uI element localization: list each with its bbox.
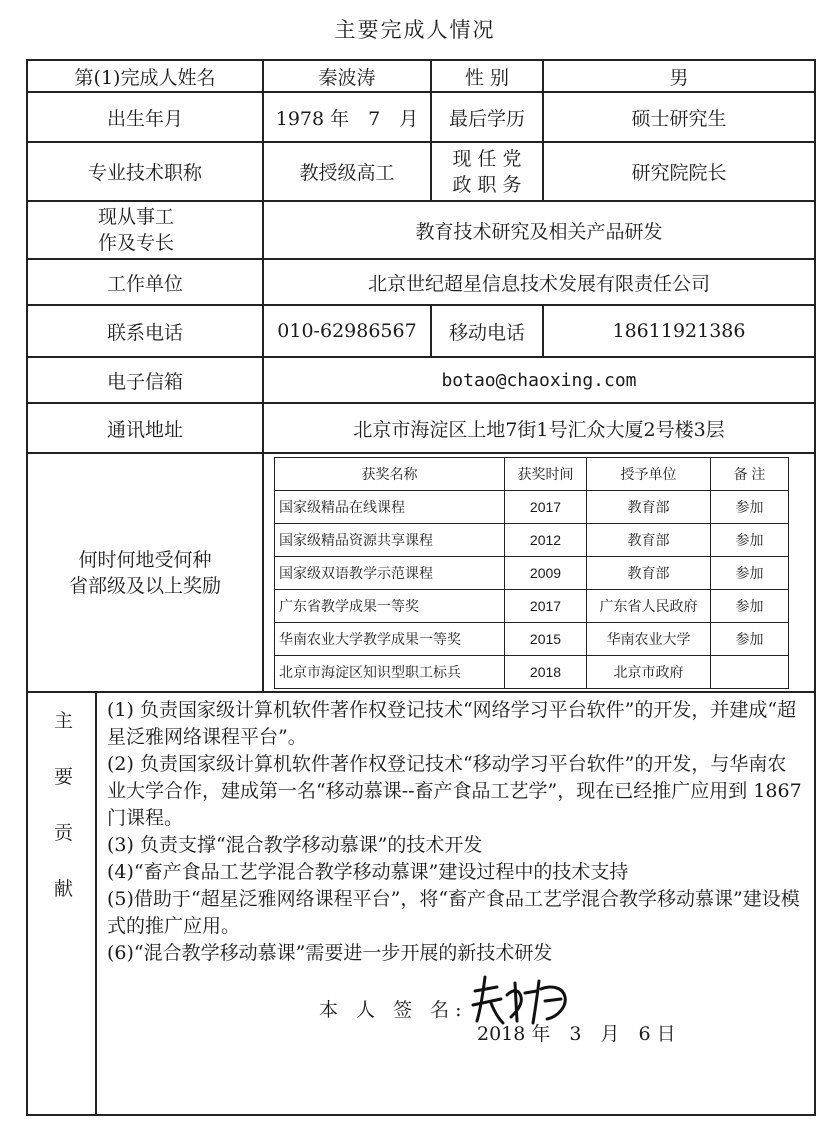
contributions-body: [96, 693, 810, 1114]
unit-label: 工作单位: [27, 259, 263, 305]
work-label: [27, 201, 263, 259]
edu-value: 硕士研究生: [543, 92, 815, 142]
birth-value: 1978 年 7 月: [263, 92, 431, 142]
award-year: 2015: [505, 622, 587, 655]
name-label: 第(1)完成人姓名: [27, 60, 263, 92]
contributions-label-char: 主: [53, 710, 73, 732]
contribution-item: (2) 负责国家级计算机软件著作权登记技术“移动学习平台软件”的开发，与华南农业大学合作，建成第一名“移动慕课--畜产食品工艺学”，现在已经推广应用到 1867 门课程。: [107, 753, 802, 829]
name-value: 秦波涛: [263, 60, 431, 92]
contribution-item: (5)借助于“超星泛雅网络课程平台”，将“畜产食品工艺学混合教学移动慕课”建设模式的推广应用。: [107, 888, 800, 937]
awards-cell: [263, 453, 815, 692]
table-row: [275, 556, 789, 589]
table-row: [275, 622, 789, 655]
award-year: 2018: [505, 655, 587, 688]
awards-header-org: 授予单位: [587, 457, 711, 490]
award-org: 教育部: [587, 523, 711, 556]
title-value: 教授级高工: [263, 142, 431, 201]
signature-label: 本 人 签 名:: [319, 999, 468, 1021]
contribution-item: (4)“畜产食品工艺学混合教学移动慕课”建设过程中的技术支持: [107, 861, 629, 883]
table-row: [275, 490, 789, 523]
awards-label-line2: 省部级及以上奖励: [68, 574, 221, 597]
contribution-item: (1) 负责国家级计算机软件著作权登记技术“网络学习平台软件”的开发，并建成“超星泛雅网络课程平台”。: [107, 699, 797, 748]
award-org: 教育部: [587, 556, 711, 589]
mobile-value: 18611921386: [543, 305, 815, 357]
work-value: 教育技术研究及相关产品研发: [263, 201, 815, 259]
contributions-label-char: 贡: [53, 822, 73, 844]
post-label-line1: 现 任 党: [452, 147, 522, 170]
work-label-line1: 现从事工: [98, 206, 175, 228]
birth-label: 出生年月: [27, 92, 263, 142]
mobile-label: 移动电话: [431, 305, 543, 357]
title-label: 专业技术职称: [27, 142, 263, 201]
awards-header-year: 获奖时间: [505, 457, 587, 490]
phone-value: 010-62986567: [263, 305, 431, 357]
award-note: 参加: [711, 523, 789, 556]
award-name: 国家级双语教学示范课程: [275, 556, 505, 589]
table-row: [275, 523, 789, 556]
award-org: 华南农业大学: [587, 622, 711, 655]
award-year: 2017: [505, 589, 587, 622]
page-title: 主要完成人情况: [334, 18, 496, 42]
award-note: 参加: [711, 490, 789, 523]
award-org: 广东省人民政府: [587, 589, 711, 622]
contribution-item: (6)“混合教学移动慕课”需要进一步开展的新技术研发: [107, 942, 553, 964]
post-value: 研究院院长: [543, 142, 815, 201]
gender-label: 性 别: [431, 60, 543, 92]
award-note: 参加: [711, 622, 789, 655]
awards-header-name: 获奖名称: [275, 457, 505, 490]
award-note: [711, 655, 789, 688]
awards-label: [27, 453, 263, 692]
award-org: 北京市政府: [587, 655, 711, 688]
contributions-label-char: 要: [53, 766, 73, 788]
unit-value: 北京世纪超星信息技术发展有限责任公司: [263, 259, 815, 305]
email-value: botao@chaoxing.com: [263, 357, 815, 403]
awards-label-line1: 何时何地受何种: [78, 548, 212, 571]
post-label-line2: 政 职 务: [452, 173, 522, 196]
edu-label: 最后学历: [431, 92, 543, 142]
award-name: 国家级精品资源共享课程: [275, 523, 505, 556]
info-table: [26, 59, 816, 1116]
awards-header-note: 备 注: [711, 457, 789, 490]
signature-block: [107, 967, 804, 1077]
award-note: 参加: [711, 556, 789, 589]
award-year: 2009: [505, 556, 587, 589]
award-year: 2012: [505, 523, 587, 556]
email-label: 电子信箱: [27, 357, 263, 403]
contributions-label: [32, 693, 96, 1114]
award-org: 教育部: [587, 490, 711, 523]
contributions-row: [27, 692, 815, 1115]
award-name: 广东省教学成果一等奖: [275, 589, 505, 622]
contributions-label-char: 献: [53, 878, 73, 900]
award-note: 参加: [711, 589, 789, 622]
contributions-inner: [32, 693, 810, 1114]
phone-label: 联系电话: [27, 305, 263, 357]
table-row: [275, 589, 789, 622]
award-name: 北京市海淀区知识型职工标兵: [275, 655, 505, 688]
contribution-item: (3) 负责支撑“混合教学移动慕课”的技术开发: [107, 834, 483, 856]
award-year: 2017: [505, 490, 587, 523]
address-value: 北京市海淀区上地7街1号汇众大厦2号楼3层: [263, 403, 815, 453]
post-label: [431, 142, 543, 201]
gender-value: 男: [543, 60, 815, 92]
table-row: [275, 655, 789, 688]
signature-date: 2018 年 3 月 6 日: [477, 1023, 676, 1045]
awards-table: [274, 457, 789, 689]
address-label: 通讯地址: [27, 403, 263, 453]
award-name: 国家级精品在线课程: [275, 490, 505, 523]
award-name: 华南农业大学教学成果一等奖: [275, 622, 505, 655]
work-label-line2: 作及专长: [98, 232, 175, 254]
